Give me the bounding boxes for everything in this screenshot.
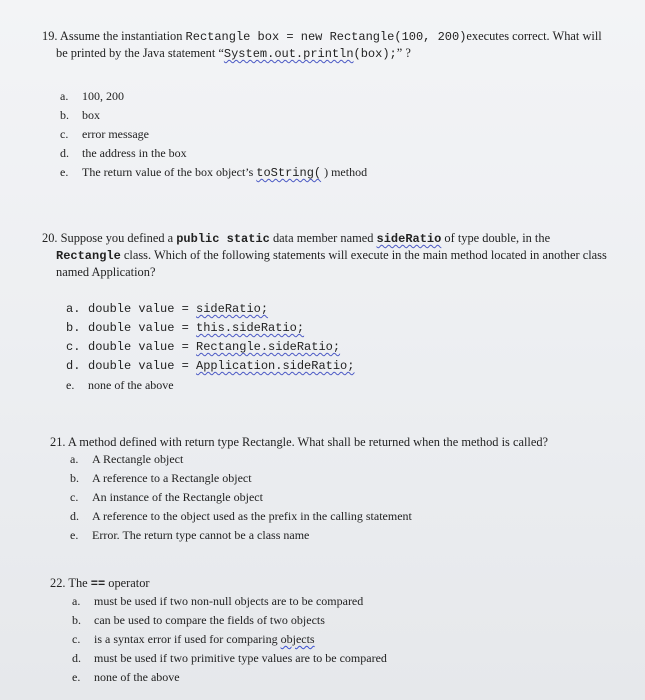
option-prefix: double value = (88, 359, 197, 373)
option-expr: Rectangle.sideRatio; (196, 340, 341, 354)
question-19-code-args: (box); (353, 47, 397, 61)
question-22-options (72, 592, 645, 687)
question-20-class: Rectangle (56, 249, 121, 263)
question-20-text-4: class. Which of the following statements will execute in the main method located in another class named Application? (56, 248, 607, 279)
question-21-body: A method defined with return type Rectangle. What shall be returned when the method is called? (67, 435, 549, 449)
question-22-text-post: operator (105, 576, 150, 590)
option-letter: c. (60, 127, 69, 141)
question-19-text-post: ” ? (396, 46, 411, 60)
option-19-c[interactable] (60, 125, 645, 144)
question-21-options (70, 450, 645, 545)
question-20-keyword: public static (176, 232, 270, 246)
option-19-d[interactable] (60, 144, 645, 163)
option-19-a[interactable] (60, 87, 645, 106)
option-prefix: double value = (88, 340, 197, 354)
option-letter: a. (60, 89, 69, 103)
option-20-d[interactable] (66, 357, 645, 376)
option-20-c[interactable] (66, 338, 645, 357)
option-text: must be used if two non-null objects are to be compared (94, 594, 364, 608)
question-20-options (66, 300, 645, 395)
option-letter: a. (72, 594, 81, 608)
question-19 (0, 28, 645, 183)
option-text: error message (82, 127, 149, 141)
question-22 (0, 575, 645, 687)
option-text: must be used if two primitive type values are to be compared (94, 651, 387, 665)
option-expr: sideRatio; (196, 302, 269, 316)
option-22-d[interactable] (72, 649, 645, 668)
option-code: toString( (256, 166, 322, 180)
question-19-options (60, 87, 645, 183)
option-letter: b. (72, 613, 81, 627)
option-letter: e. (70, 528, 79, 542)
question-20-text (0, 230, 645, 280)
question-21 (0, 434, 645, 545)
option-underlined-word: objects (280, 632, 315, 646)
question-19-text-pre: Assume the instantiation (59, 29, 186, 43)
option-text: Error. The return type cannot be a class name (92, 528, 310, 542)
option-text-pre: is a syntax error if used for comparing (94, 632, 281, 646)
option-letter: c. (66, 340, 81, 354)
question-19-code-println: System.out.println (223, 47, 354, 61)
option-prefix: double value = (88, 321, 197, 335)
option-20-e[interactable] (66, 376, 645, 395)
option-letter: c. (72, 632, 81, 646)
question-19-number: 19. (42, 29, 58, 43)
option-20-b[interactable] (66, 319, 645, 338)
option-expr: this.sideRatio; (196, 321, 305, 335)
question-22-operator: == (90, 577, 106, 591)
option-letter: d. (60, 146, 69, 160)
question-19-code-instantiation: Rectangle box = new Rectangle(100, 200) (185, 30, 467, 44)
option-21-b[interactable] (70, 469, 645, 488)
option-text: An instance of the Rectangle object (92, 490, 263, 504)
option-prefix: double value = (88, 302, 197, 316)
option-letter: a. (66, 302, 81, 316)
option-text: can be used to compare the fields of two objects (94, 613, 325, 627)
option-expr: Application.sideRatio; (196, 359, 355, 373)
question-20-text-1: Suppose you defined a (60, 231, 177, 245)
option-21-a[interactable] (70, 450, 645, 469)
question-22-number: 22. (50, 576, 66, 590)
option-21-c[interactable] (70, 488, 645, 507)
question-20-text-2: data member named (269, 231, 377, 245)
option-22-b[interactable] (72, 611, 645, 630)
option-text: A reference to a Rectangle object (92, 471, 252, 485)
option-text: none of the above (88, 378, 174, 392)
question-21-number: 21. (50, 435, 66, 449)
option-text-pre: The return value of the box object’s (82, 165, 257, 179)
option-text: none of the above (94, 670, 180, 684)
option-text: A Rectangle object (92, 452, 184, 466)
option-19-b[interactable] (60, 106, 645, 125)
question-20-member: sideRatio (376, 232, 442, 246)
question-20 (0, 230, 645, 395)
question-20-text-3: of type double, in the (441, 231, 551, 245)
option-letter: e. (72, 670, 81, 684)
option-letter: e. (66, 378, 75, 392)
option-22-a[interactable] (72, 592, 645, 611)
option-22-c[interactable] (72, 630, 645, 649)
option-text: the address in the box (82, 146, 187, 160)
option-letter: b. (66, 321, 81, 335)
option-22-e[interactable] (72, 668, 645, 687)
option-letter: b. (70, 471, 79, 485)
option-letter: d. (70, 509, 79, 523)
option-text: box (82, 108, 100, 122)
option-letter: c. (70, 490, 79, 504)
question-22-text-pre: The (68, 576, 91, 590)
option-text: A reference to the object used as the prefix in the calling statement (92, 509, 412, 523)
option-text-post: ) method (321, 165, 368, 179)
option-letter: d. (66, 359, 81, 373)
option-19-e[interactable] (60, 163, 645, 183)
option-letter: a. (70, 452, 79, 466)
question-20-number: 20. (42, 231, 58, 245)
option-text: 100, 200 (82, 89, 124, 103)
option-20-a[interactable] (66, 300, 645, 319)
option-letter: e. (60, 165, 69, 179)
option-21-e[interactable] (70, 526, 645, 545)
option-letter: d. (72, 651, 81, 665)
question-22-text (0, 575, 645, 592)
question-21-text (0, 434, 645, 450)
question-19-text-mid: executes correct. What will be printed by the Java statement “ (56, 29, 602, 60)
option-letter: b. (60, 108, 69, 122)
question-19-text (0, 28, 645, 62)
option-21-d[interactable] (70, 507, 645, 526)
